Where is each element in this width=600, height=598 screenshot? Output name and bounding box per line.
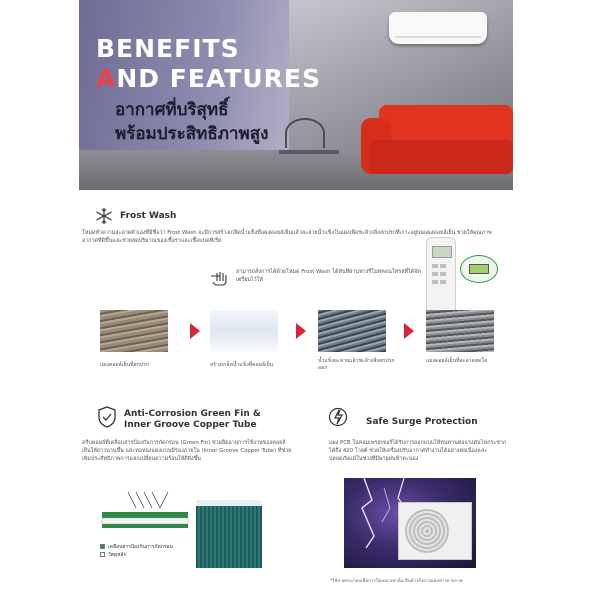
hero-title-line1: BENEFITS xyxy=(96,34,240,63)
remote-button xyxy=(440,280,446,284)
hero-subtitle xyxy=(115,98,268,146)
frost-wash-title: Frost Wash xyxy=(120,211,177,221)
side-table-image xyxy=(279,150,339,154)
melting-coil-photo xyxy=(318,310,386,352)
green-fin-coil-photo xyxy=(196,500,262,568)
air-conditioner-image xyxy=(389,12,487,44)
hero-title-accent: A xyxy=(96,64,117,93)
remote-button xyxy=(432,272,438,276)
legend-swatch-coating xyxy=(100,544,105,549)
dirty-coil-photo xyxy=(100,310,168,352)
step-arrow-icon xyxy=(190,323,200,339)
legend-label-base: วัสดุหลัก xyxy=(108,552,127,558)
anti-corrosion-title xyxy=(124,409,261,431)
remote-button xyxy=(440,264,446,268)
remote-button xyxy=(432,280,438,284)
surge-paragraph: แผง PCB ในคอมเพรสเซอร์ได้รับการออกแบบให้ทนทานต่อแรงดันไฟกระชากได้ถึง 420 โวลต์ ช่วยให้เครื่องปรับอากาศทำงานได้อย่างต่อเนื่องและปลอดภัยแม้ในช่วงที่มีพายุฝนฟ้าคะนอง xyxy=(329,440,507,462)
anti-corrosion-title-line1: Anti-Corrosion Green Fin & xyxy=(124,409,261,419)
hand-pointer-icon xyxy=(208,266,232,288)
hero-subtitle-line2: พร้อมประสิทธิภาพสูง xyxy=(115,124,269,144)
step-arrow-icon xyxy=(404,323,414,339)
hero-title-line2-rest: ND FEATURES xyxy=(116,64,321,93)
remote-note: สามารถสั่งการได้ด้วยโหมด Frost Wash ได้ทันทีผ่านทางรีโมทคอนโทรลที่ได้จัดเตรียมไว้ให้ xyxy=(236,269,421,283)
hero-title xyxy=(96,34,321,94)
sofa-seat-image xyxy=(369,140,513,174)
lamp-image xyxy=(285,118,325,148)
remote-button xyxy=(440,272,446,276)
remote-screen xyxy=(432,246,452,258)
frost-wash-paragraph: โหมดทำความสะอาดตัวเองที่มีชื่อว่า Frost Wash จะมีการสร้างเกล็ดน้ำแข็งที่แผงคอยล์เย็นแล้วละลายน้ำแข็งในแผงเพื่อชะล้างสิ่งสกปรกที่เกาะอยู่บนแผงคอยล์เย็น ช่วยให้คุณภาพอากาศที่ดีขึ้นและช่วยลดปริมาณของเชื้อราและเชื้อแบคทีเรีย xyxy=(82,230,492,244)
remote-display-zoom xyxy=(460,255,498,283)
clean-coil-photo xyxy=(426,310,494,352)
anti-corrosion-paragraph: ครีบคอยล์ที่เคลือบสารป้องกันการกัดกร่อน (Green Fin) ช่วยยืดอายุการใช้งานของคอยล์เย็นให้ยาวนานขึ้น และท่อทองแดงแบบมีร่องภายใน (Inner Groove Copper Tube) ที่ช่วยเพิ่มประสิทธิภาพการแลกเปลี่ยนความร้อนให้ดียิ่งขึ้น xyxy=(82,440,292,462)
anti-corrosion-title-line2: Inner Groove Copper Tube xyxy=(124,420,257,430)
snowflake-icon xyxy=(94,206,114,226)
step-caption-1: แผงคอยล์เย็นที่สกปรก xyxy=(100,362,150,368)
hero-banner xyxy=(79,0,513,190)
legend-label-coating: เคลือบสารป้องกันการกัดกร่อน xyxy=(108,544,173,550)
legend-item-coating xyxy=(100,543,173,551)
step-arrow-icon xyxy=(296,323,306,339)
hero-subtitle-line1: อากาศที่บริสุทธิ์ xyxy=(115,100,229,120)
remote-lcd xyxy=(469,264,489,274)
outdoor-fan xyxy=(405,509,449,553)
fin-coating-diagram xyxy=(100,488,190,542)
frost-coil-photo xyxy=(210,310,278,352)
step-caption-4: แผงคอยล์เย็นที่สะอาดสดใส xyxy=(426,358,488,364)
remote-button xyxy=(432,264,438,268)
lightning-icon xyxy=(327,406,349,428)
legend-swatch-base xyxy=(100,552,105,557)
hero-title-line2 xyxy=(96,64,321,94)
outdoor-unit-image xyxy=(398,502,472,560)
legend-item-base xyxy=(100,551,173,559)
shield-check-icon xyxy=(96,405,118,429)
step-caption-3: น้ำแข็งละลายแล้วชะล้างสิ่งสกปรกออก xyxy=(318,358,395,371)
fin-legend xyxy=(100,543,173,559)
image-footnote: *ใช้ภาพประกอบเพื่อการโฆษณาเท่านั้น สินค้าจริงอาจแตกต่างจากภาพ xyxy=(330,579,463,584)
step-caption-2: สร้างเกล็ดน้ำแข็งที่คอยล์เย็น xyxy=(210,362,274,368)
surge-title: Safe Surge Protection xyxy=(366,417,478,427)
